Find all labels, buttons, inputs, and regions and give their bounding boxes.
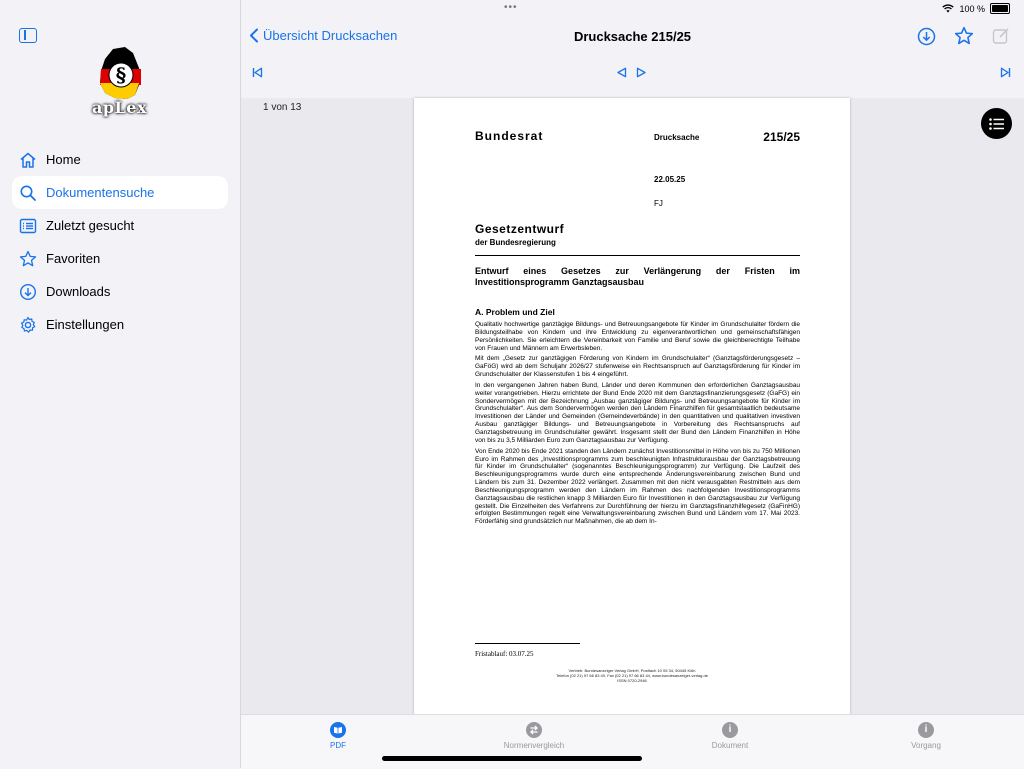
info-icon: i [722, 722, 738, 738]
publisher-line: ISSN 0720-2946 [617, 678, 647, 683]
sidebar-item-zuletzt-gesucht[interactable] [12, 209, 228, 242]
doc-body [475, 321, 800, 529]
page-counter: 1 von 13 [263, 102, 302, 113]
sidebar-item-einstellungen[interactable] [12, 308, 228, 341]
back-label: Übersicht Drucksachen [263, 28, 398, 43]
sidebar-item-label: Home [46, 152, 81, 167]
publisher-line: Vertrieb: Bundesanzeiger Verlag GmbH, Postfach 10 05 34, 50445 Köln [568, 668, 696, 673]
battery-percent: 100 % [959, 3, 985, 14]
chevron-left-icon [249, 28, 259, 43]
doc-type: Gesetzentwurf [475, 222, 565, 236]
list-icon [18, 216, 38, 236]
home-indicator[interactable] [382, 756, 642, 761]
doc-institution: Bundesrat [475, 129, 544, 143]
battery-icon [990, 3, 1010, 14]
doc-number: 215/25 [763, 130, 800, 144]
house-icon [18, 150, 38, 170]
doc-divider [475, 255, 800, 256]
doc-publisher [414, 668, 850, 683]
tab-vorgang[interactable] [866, 722, 986, 750]
info-icon: i [918, 722, 934, 738]
doc-paragraph: Qualitativ hochwertige ganztägige Bildungs- und Betreuungsangebote für Kinder im Grundschulalter fördern die Bildungsteilhabe von Kindern und ihre Entwicklung zu eigenverantwortlichen und gemeinschaftsfähigen Persönlichkeiten. Sie erleichtern die Vereinbarkeit von Familie und Beruf sowie die gleichberechtigte Teilhabe von Frauen und Männern am Erwerbsleben. [475, 321, 800, 352]
doc-date: 22.05.25 [654, 175, 686, 184]
status-right [942, 3, 1010, 14]
toolbar-actions [917, 26, 1010, 46]
doc-paragraph: Mit dem „Gesetz zur ganztägigen Förderung von Kindern im Grundschulalter“ (Ganztagsförderungsgesetz – GaFöG) wird ab dem Schuljahr 2026/27 stufenweise ein Rechtsanspruch auf Ganztagsförderung für Kinder im Grundschulalter der Klassenstufen 1 bis 4 eingeführt. [475, 355, 800, 379]
search-icon [18, 183, 38, 203]
pdf-viewer[interactable] [241, 98, 1024, 714]
pdf-page[interactable] [414, 98, 850, 714]
page-title: Drucksache 215/25 [573, 29, 692, 44]
doc-subject: Entwurf eines Gesetzes zur Verlängerung der Fristen im Investitionsprogramm Ganztagsausbau [475, 266, 800, 287]
list-bullet-icon [989, 118, 1005, 130]
next-page-icon[interactable] [636, 67, 647, 78]
doc-paragraph: Von Ende 2020 bis Ende 2021 standen den Ländern zunächst Investitionsmittel in Höhe von bis zu 750 Millionen Euro im Rahmen des „Investitionsprogramms zum beschleunigten Infrastrukturausbau der Ganztagsbetreuung für Kinder im Grundschulalter“ (sogenanntes Beschleunigungsprogramm) zur Verfügung. Die Laufzeit des Beschleunigungsprogramms wurde durch eine entsprechende Änderungsvereinbarung zwischen Bund und Ländern bis zum 31. Dezember 2022 verlängert. Zusammen mit den nicht verausgabten Restmitteln aus dem Beschleunigungsprogramm werden den Ländern im Rahmen des nachfolgenden Investitionsprogramms Ganztagsausbau die restlichen knapp 3 Milliarden Euro für Investitionen in den Ganztagsausbau zur Verfügung gestellt. Die Einzelheiten des Verfahrens zur Durchführung der hierzu im Ganztagsfinanzhilfegesetz (GaFinHG) erfolgten Bestimmungen regelt eine Verwaltungsvereinbarung zwischen Bund und Ländern vom 17. Mai 2023. Förderfähig sind grundsätzlich nur Maßnahmen, die ab dem In- [475, 447, 800, 526]
sidebar-nav [12, 143, 228, 341]
wifi-icon [942, 4, 954, 13]
footnote-divider [475, 643, 580, 644]
tab-dokument[interactable] [670, 722, 790, 750]
doc-label: Drucksache [654, 133, 700, 142]
first-page-icon[interactable] [252, 67, 263, 78]
multitasking-dots-icon[interactable]: ••• [504, 2, 518, 13]
sidebar-item-label: Einstellungen [46, 317, 125, 332]
book-icon [330, 722, 346, 738]
doc-paragraph: In den vergangenen Jahren haben Bund, Länder und deren Kommunen den erforderlichen Ganztagsausbau weiter vorangetrieben. Hierzu errichtete der Bund Ende 2020 mit dem Ganztagsfinanzierungsgesetz (GaFG) ein Sondervermögen mit der Bezeichnung „Ausbau ganztägiger Bildungs- und Betreuungsangebote für Kinder im Grundschulalter“. Aus dem Sondervermögen werden den Ländern Finanzhilfen für gesamtstaatlich bedeutsame Investitionen der Länder und Gemeinden (Gemeindeverbände) in den quantitativen und qualitativen investiven Ausbau ganztägiger Bildungs- und Betreuungsangebote in Vorbereitung des Rechtsanspruchs auf Ganztagsbetreuung im Grundschulalter gewährt. Insgesamt stellt der Bund den Ländern Finanzhilfen in Höhe von bis zu 3,5 Milliarden Euro zum Ganztagsausbau zur Verfügung. [475, 381, 800, 444]
tab-label: Dokument [711, 741, 749, 750]
sidebar-item-favoriten[interactable] [12, 242, 228, 275]
tab-label: Normenvergleich [503, 741, 565, 750]
sidebar-item-label: Downloads [46, 284, 111, 299]
app-logo-text: apLex [92, 98, 148, 117]
sidebar-toggle-icon[interactable] [19, 28, 37, 43]
edit-icon[interactable] [992, 27, 1010, 45]
previous-page-icon[interactable] [616, 67, 627, 78]
publisher-line: Telefon (02 21) 97 66 83 40, Fax (02 21) 97 66 83 44, www.bundesanzeiger-verlag.de [556, 673, 708, 678]
sidebar-item-downloads[interactable] [12, 275, 228, 308]
star-icon [18, 249, 38, 269]
doc-section-heading: A. Problem und Ziel [475, 307, 555, 317]
favorite-star-icon[interactable] [954, 26, 974, 46]
download-icon[interactable] [917, 27, 936, 46]
sidebar-item-home[interactable] [12, 143, 228, 176]
sidebar-item-label: Favoriten [46, 251, 101, 266]
tab-label: Vorgang [911, 741, 941, 750]
doc-committee: FJ [654, 199, 663, 208]
navigation-bar [241, 18, 1024, 98]
sidebar-item-dokumentensuche[interactable] [12, 176, 228, 209]
tab-pdf[interactable] [278, 722, 398, 750]
sidebar [0, 0, 241, 768]
compare-icon [526, 722, 542, 738]
outline-button[interactable] [981, 108, 1012, 139]
doc-issuer: der Bundesregierung [475, 238, 556, 247]
gear-icon [18, 315, 38, 335]
last-page-icon[interactable] [1000, 67, 1011, 78]
tab-label: PDF [330, 741, 346, 750]
doc-footnote: Fristablauf: 03.07.25 [475, 650, 534, 658]
svg-text:§: § [115, 63, 127, 87]
sidebar-item-label: Zuletzt gesucht [46, 218, 135, 233]
sidebar-item-label: Dokumentensuche [46, 185, 155, 200]
back-button[interactable] [249, 28, 397, 43]
download-icon [18, 282, 38, 302]
tab-normenvergleich[interactable] [474, 722, 594, 750]
